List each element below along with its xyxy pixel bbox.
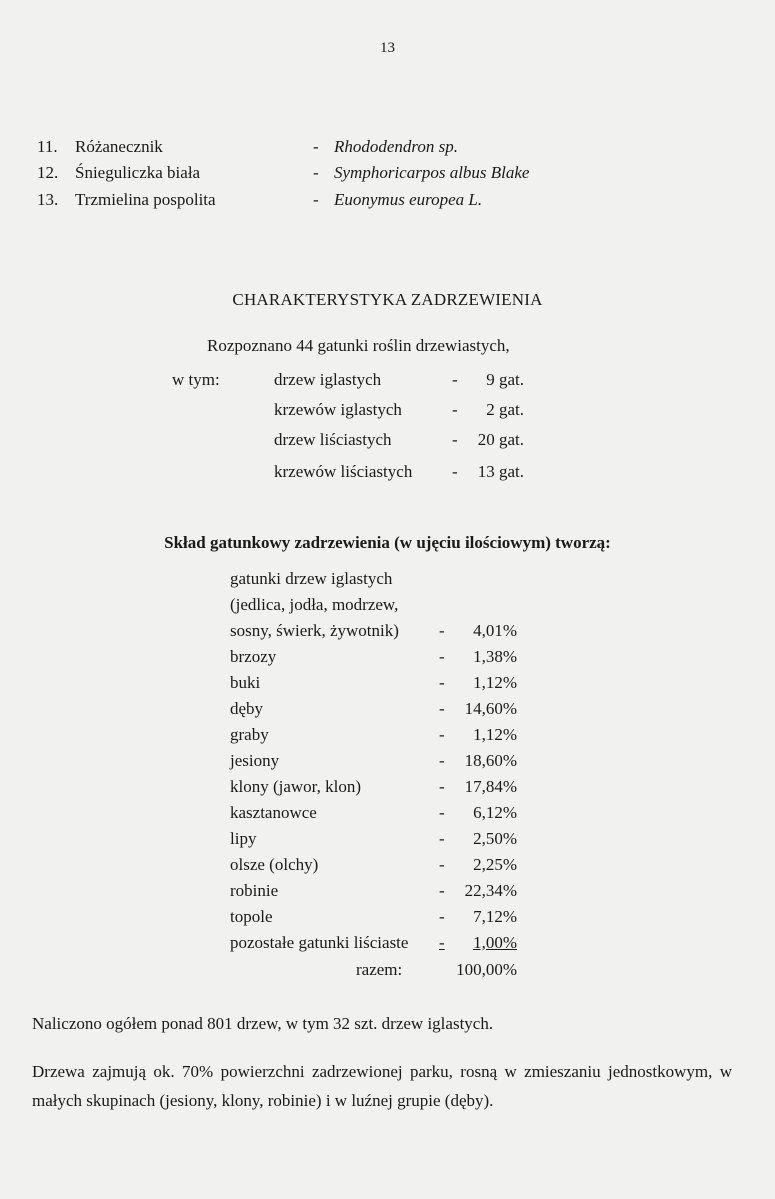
- species-dash: -: [313, 163, 319, 182]
- composition-row: [0, 751, 775, 777]
- composition-row: [0, 933, 775, 959]
- composition-percent: 1,12%: [473, 725, 517, 744]
- composition-label: graby: [230, 725, 269, 744]
- count-label: krzewów liściastych: [274, 462, 413, 481]
- count-value: 9 gat.: [486, 370, 524, 389]
- paragraph-tree-count: Naliczono ogółem ponad 801 drzew, w tym 32 szt. drzew iglastych.: [32, 1014, 494, 1033]
- count-label: drzew iglastych: [274, 370, 382, 389]
- composition-dash: -: [439, 777, 445, 796]
- total-percent: 100,00%: [456, 960, 517, 979]
- composition-row: [0, 699, 775, 725]
- count-row: [0, 430, 775, 458]
- composition-percent: 14,60%: [464, 699, 517, 718]
- species-row: [0, 163, 775, 189]
- composition-dash: -: [439, 751, 445, 770]
- species-dash: -: [313, 190, 319, 209]
- composition-row: [0, 803, 775, 829]
- composition-dash: -: [439, 621, 445, 640]
- composition-label: lipy: [230, 829, 257, 848]
- composition-row: [0, 829, 775, 855]
- composition-percent: 1,38%: [473, 647, 517, 666]
- total-label: razem:: [356, 960, 403, 979]
- composition-dash: -: [439, 881, 445, 900]
- composition-dash: -: [439, 699, 445, 718]
- section-title: CHARAKTERYSTYKA ZADRZEWIENIA: [232, 290, 543, 309]
- composition-row: [0, 673, 775, 699]
- composition-label: klony (jawor, klon): [230, 777, 362, 796]
- composition-label: olsze (olchy): [230, 855, 319, 874]
- composition-dash: -: [439, 647, 445, 666]
- composition-title: Skład gatunkowy zadrzewienia (w ujęciu ilościowym) tworzą:: [164, 533, 611, 552]
- composition-row: [0, 647, 775, 673]
- species-row: [0, 190, 775, 216]
- composition-note: gatunki drzew iglastych: [230, 569, 393, 588]
- composition-dash: -: [439, 933, 445, 952]
- composition-percent: 1,00%: [473, 933, 517, 952]
- composition-label: kasztanowce: [230, 803, 317, 822]
- composition-dash: -: [439, 803, 445, 822]
- composition-label: topole: [230, 907, 273, 926]
- species-number: 13.: [37, 190, 59, 209]
- composition-row: [0, 725, 775, 751]
- composition-row: [0, 777, 775, 803]
- species-name: Różanecznik: [75, 137, 163, 156]
- count-value: 13 gat.: [477, 462, 524, 481]
- species-latin: Symphoricarpos albus Blake: [334, 163, 530, 182]
- composition-label: robinie: [230, 881, 279, 900]
- composition-label: jesiony: [230, 751, 280, 770]
- composition-row: [0, 855, 775, 881]
- species-number: 12.: [37, 163, 59, 182]
- page-number: 13: [380, 40, 395, 56]
- composition-label: sosny, świerk, żywotnik): [230, 621, 399, 640]
- composition-label: buki: [230, 673, 261, 692]
- composition-percent: 4,01%: [473, 621, 517, 640]
- count-label: drzew liściastych: [274, 430, 392, 449]
- composition-percent: 17,84%: [464, 777, 517, 796]
- composition-row: [0, 907, 775, 933]
- composition-note: (jedlica, jodła, modrzew,: [230, 595, 399, 614]
- count-value: 2 gat.: [486, 400, 524, 419]
- count-dash: -: [452, 462, 458, 481]
- species-name: Trzmielina pospolita: [75, 190, 216, 209]
- counts-prefix: w tym:: [172, 370, 220, 389]
- paragraph-tree-coverage: Drzewa zajmują ok. 70% powierzchni zadrzewionej parku, rosną w zmieszaniu jednostkowym, w małych skupinach (jesiony, klony, robinie) i w luźnej grupie (dęby).: [32, 1062, 732, 1110]
- count-row: [0, 370, 775, 398]
- count-dash: -: [452, 430, 458, 449]
- species-dash: -: [313, 137, 319, 156]
- composition-dash: -: [439, 907, 445, 926]
- count-value: 20 gat.: [477, 430, 524, 449]
- composition-percent: 7,12%: [473, 907, 517, 926]
- species-name: Śnieguliczka biała: [75, 163, 201, 182]
- composition-percent: 2,25%: [473, 855, 517, 874]
- species-latin: Rhododendron sp.: [334, 137, 459, 156]
- count-label: krzewów iglastych: [274, 400, 402, 419]
- composition-percent: 1,12%: [473, 673, 517, 692]
- count-row: [0, 400, 775, 428]
- composition-dash: -: [439, 725, 445, 744]
- species-number: 11.: [37, 137, 58, 156]
- composition-dash: -: [439, 855, 445, 874]
- composition-label: brzozy: [230, 647, 277, 666]
- composition-label: dęby: [230, 699, 264, 718]
- composition-row: [0, 621, 775, 647]
- intro-text: Rozpoznano 44 gatunki roślin drzewiastych,: [207, 336, 510, 355]
- composition-percent: 18,60%: [464, 751, 517, 770]
- count-row: [0, 462, 775, 490]
- composition-percent: 2,50%: [473, 829, 517, 848]
- count-dash: -: [452, 370, 458, 389]
- species-latin: Euonymus europea L.: [334, 190, 483, 209]
- count-dash: -: [452, 400, 458, 419]
- species-row: [0, 137, 775, 163]
- composition-dash: -: [439, 829, 445, 848]
- composition-percent: 6,12%: [473, 803, 517, 822]
- composition-dash: -: [439, 673, 445, 692]
- composition-row: [0, 881, 775, 907]
- composition-percent: 22,34%: [464, 881, 517, 900]
- composition-label: pozostałe gatunki liściaste: [230, 933, 409, 952]
